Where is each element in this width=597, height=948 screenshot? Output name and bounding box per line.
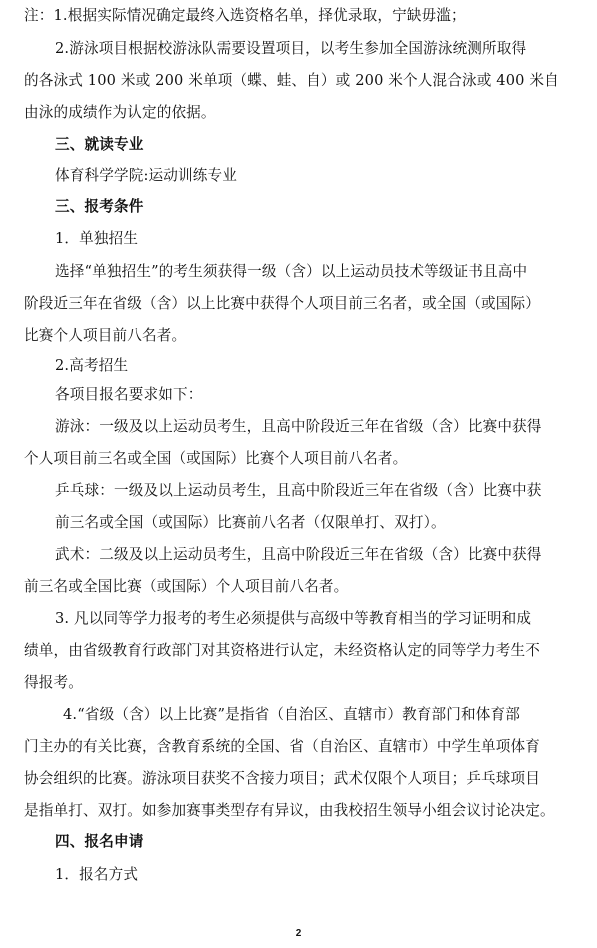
paragraph-line: 个人项目前三名或全国（或国际）比赛个人项目前八名者。: [24, 450, 408, 467]
paragraph-line: 绩单，由省级教育行政部门对其资格进行认定，未经资格认定的同等学力考生不: [24, 642, 541, 659]
paragraph-line: 各项目报名要求如下：: [55, 386, 203, 403]
paragraph-line: 前三名或全国比赛（或国际）个人项目前八名者。: [24, 578, 349, 595]
paragraph-line: 阶段近三年在省级（含）以上比赛中获得个人项目前三名者，或全国（或国际）: [24, 295, 541, 312]
subheading-gaokao-admission: 2.高考招生: [55, 357, 129, 374]
paragraph-line: 比赛个人项目前八名者。: [24, 327, 187, 344]
paragraph-line: 是指单打、双打。如参加赛事类型存有异议，由我校招生领导小组会议讨论决定。: [24, 802, 555, 819]
paragraph-line: 游泳：一级及以上运动员考生，且高中阶段近三年在省级（含）比赛中获得: [55, 418, 542, 435]
paragraph-line: 协会组织的比赛。游泳项目获奖不含接力项目；武术仅限个人项目；乒乓球项目: [24, 770, 541, 787]
note-line-1: 注：1.根据实际情况确定最终入选资格名单，择优录取，宁缺毋滥；: [24, 7, 466, 24]
section-heading-conditions: 三、报考条件: [55, 198, 144, 215]
note-line-4: 由泳的成绩作为认定的依据。: [24, 104, 216, 121]
paragraph-line: 3. 凡以同等学力报考的考生必须提供与高级中等教育相当的学习证明和成: [55, 610, 532, 627]
section-heading-major: 三、就读专业: [55, 136, 144, 153]
paragraph-line: 选择“单独招生”的考生须获得一级（含）以上运动员技术等级证书且高中: [55, 263, 528, 280]
page-number: 2: [295, 928, 302, 939]
paragraph-line: 前三名或全国（或国际）比赛前八名者（仅限单打、双打）。: [55, 514, 446, 531]
paragraph-line: 门主办的有关比赛，含教育系统的全国、省（自治区、直辖市）中学生单项体育: [24, 738, 541, 755]
subheading-application-method: 1．报名方式: [55, 866, 139, 883]
note-line-2: 2.游泳项目根据校游泳队需要设置项目，以考生参加全国游泳统测所取得: [55, 40, 527, 57]
subheading-single-admission: 1．单独招生: [55, 230, 139, 247]
paragraph-line: 得报考。: [24, 674, 83, 691]
note-line-3: 的各泳式 100 米或 200 米单项（蝶、蛙、自）或 200 米个人混合泳或 400 米自: [24, 72, 559, 89]
paragraph-line: 乒乓球：一级及以上运动员考生，且高中阶段近三年在省级（含）比赛中获: [55, 482, 542, 499]
paragraph-line: 4.“省级（含）以上比赛”是指省（自治区、直辖市）教育部门和体育部: [63, 706, 521, 723]
section-heading-application: 四、报名申请: [55, 833, 144, 850]
paragraph-line: 武术：二级及以上运动员考生，且高中阶段近三年在省级（含）比赛中获得: [55, 546, 542, 563]
major-line: 体育科学学院:运动训练专业: [55, 167, 237, 184]
